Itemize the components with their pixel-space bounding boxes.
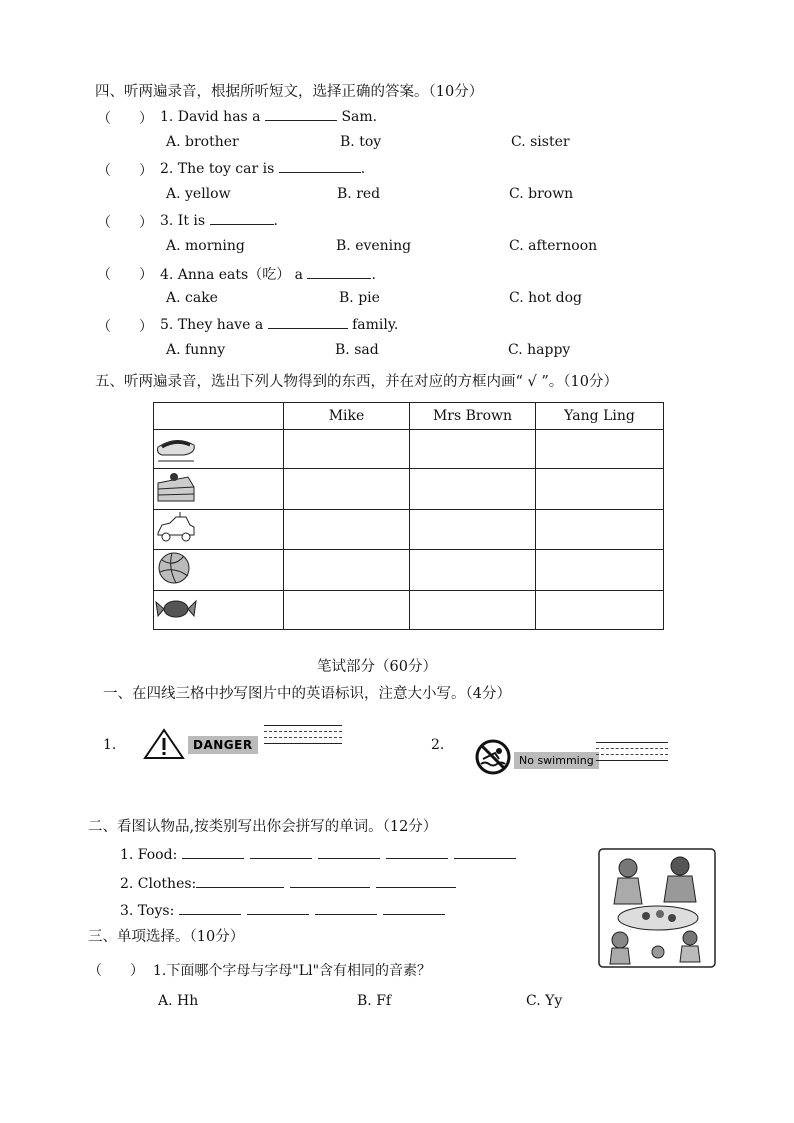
word-blank[interactable] <box>247 900 309 915</box>
word-blank[interactable] <box>376 873 456 888</box>
header-yang-ling: Yang Ling <box>536 403 664 430</box>
answer-paren[interactable]: （ ） <box>97 319 153 335</box>
tick-cell[interactable] <box>536 430 664 469</box>
hot-dog-icon <box>154 431 198 463</box>
warning-icon <box>143 728 185 760</box>
option-c: C. brown <box>509 186 574 202</box>
cake-icon <box>154 469 198 505</box>
word-blank[interactable] <box>318 844 380 859</box>
word-blank[interactable] <box>290 873 370 888</box>
tick-cell[interactable] <box>536 469 664 510</box>
answer-paren[interactable]: （ ） <box>97 163 153 179</box>
tick-cell[interactable] <box>284 510 410 550</box>
written-section-2-title: 二、看图认物品,按类别写出你会拼写的单词。（12分） <box>88 819 438 835</box>
question-text: 3. It is . <box>160 213 278 229</box>
option-b: B. red <box>337 186 381 202</box>
ball-icon <box>154 550 198 586</box>
option-c: C. sister <box>511 134 570 150</box>
item-hot-dog <box>154 430 284 469</box>
written-section-1-title: 一、在四线三格中抄写图片中的英语标识，注意大小写。（4分） <box>103 686 511 702</box>
word-blank[interactable] <box>383 900 445 915</box>
tick-cell[interactable] <box>284 550 410 591</box>
option-a: A. funny <box>166 342 226 358</box>
option-b: B. toy <box>340 134 382 150</box>
word-blank[interactable] <box>386 844 448 859</box>
word-blank[interactable] <box>182 844 244 859</box>
answer-blank[interactable] <box>210 212 274 225</box>
sweet-icon <box>154 592 198 624</box>
word-blank[interactable] <box>250 844 312 859</box>
option-c: C. afternoon <box>509 238 598 254</box>
header-mike: Mike <box>284 403 410 430</box>
answer-paren[interactable]: （ ） <box>97 267 153 283</box>
sign-1-number: 1. <box>103 737 117 753</box>
answer-blank[interactable] <box>265 108 337 121</box>
question-text: 4. Anna eats（吃） a . <box>160 267 376 283</box>
tick-cell[interactable] <box>410 430 536 469</box>
option-c: C. hot dog <box>509 290 582 306</box>
answer-blank[interactable] <box>279 160 361 173</box>
tick-cell[interactable] <box>536 550 664 591</box>
tick-cell[interactable] <box>536 591 664 630</box>
tick-cell[interactable] <box>284 591 410 630</box>
tick-cell[interactable] <box>284 430 410 469</box>
header-empty <box>154 403 284 430</box>
option-a: A. yellow <box>166 186 231 202</box>
section-4-title: 四、听两遍录音，根据所听短文，选择正确的答案。（10分） <box>95 84 484 100</box>
tick-cell[interactable] <box>410 591 536 630</box>
question-text: 5. They have a family. <box>160 317 399 333</box>
food-row <box>120 844 522 863</box>
answer-blank[interactable] <box>268 316 348 329</box>
picnic-picture <box>598 848 716 968</box>
answer-blank[interactable] <box>307 266 371 279</box>
copy-lines-1[interactable] <box>264 725 342 749</box>
option-b: B. sad <box>335 342 379 358</box>
option-b: B. pie <box>339 290 380 306</box>
word-blank[interactable] <box>179 900 241 915</box>
written-section-3-title: 三、单项选择。（10分） <box>88 929 245 945</box>
clothes-row <box>120 873 462 892</box>
answer-paren[interactable]: （ ） <box>97 215 153 231</box>
copy-lines-2[interactable] <box>596 742 668 766</box>
sign-2-number: 2. <box>431 737 445 753</box>
option-c: C. happy <box>508 342 571 358</box>
question-text: 1. David has a Sam. <box>160 109 378 125</box>
mc-question-1: 1.下面哪个字母与字母"Ll"含有相同的音素？ <box>153 963 432 979</box>
option-b: B. Ff <box>357 993 392 1009</box>
option-c: C. Yy <box>526 993 563 1009</box>
option-b: B. evening <box>336 238 412 254</box>
clothes-label: 2. Clothes: <box>120 876 197 892</box>
word-blank[interactable] <box>315 900 377 915</box>
item-ball <box>154 550 284 591</box>
item-cake <box>154 469 284 510</box>
tick-cell[interactable] <box>410 510 536 550</box>
answer-paren[interactable]: （ ） <box>97 111 153 127</box>
toys-label: 3. Toys: <box>120 903 175 919</box>
item-toy-car <box>154 510 284 550</box>
tick-cell[interactable] <box>536 510 664 550</box>
word-blank[interactable] <box>454 844 516 859</box>
word-blank[interactable] <box>196 873 284 888</box>
header-mrs-brown: Mrs Brown <box>410 403 536 430</box>
question-text: 2. The toy car is . <box>160 161 366 177</box>
option-a: A. Hh <box>158 993 199 1009</box>
item-sweet <box>154 591 284 630</box>
no-swimming-sign: No swimming <box>514 752 599 769</box>
toys-row <box>120 900 451 919</box>
toy-car-icon <box>154 511 198 545</box>
tick-table <box>153 402 664 630</box>
option-a: A. brother <box>166 134 239 150</box>
written-part-title: 笔试部分（60分） <box>317 659 437 675</box>
tick-cell[interactable] <box>284 469 410 510</box>
tick-cell[interactable] <box>410 469 536 510</box>
tick-cell[interactable] <box>410 550 536 591</box>
food-label: 1. Food: <box>120 847 178 863</box>
answer-paren[interactable]: （ ） <box>88 963 144 979</box>
option-a: A. cake <box>166 290 218 306</box>
section-5-title: 五、听两遍录音，选出下列人物得到的东西，并在对应的方框内画“ √ ”。（10分） <box>95 374 618 390</box>
danger-sign: DANGER <box>188 736 258 754</box>
no-swimming-icon <box>475 739 511 775</box>
option-a: A. morning <box>166 238 245 254</box>
